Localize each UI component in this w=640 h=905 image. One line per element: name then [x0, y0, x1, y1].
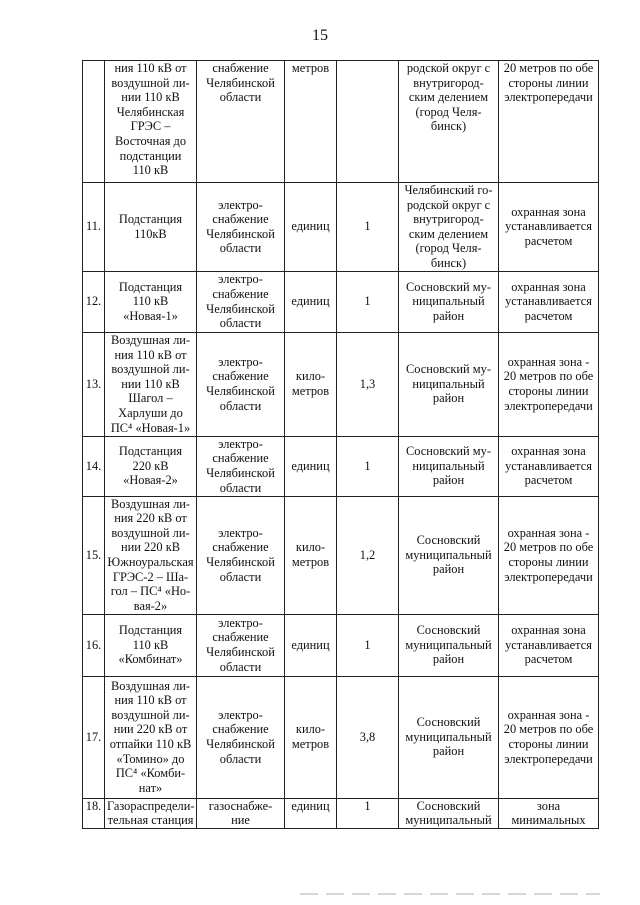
location-text: Сосновский му- ниципальный район: [399, 332, 499, 436]
zone-text: охранная зона устанавливается расчетом: [499, 183, 599, 272]
object-name: Подстанция 110 кВ «Новая-1»: [105, 271, 197, 332]
object-name: Воздушная ли- ния 110 кВ от воздушной ли- нии 220 кВ от отпайки 110 кВ «Томино» до ПС⁴ «Комби- нат»: [105, 676, 197, 798]
unit-of-measure: кило- метров: [285, 676, 337, 798]
amount-value: 1: [337, 436, 399, 496]
object-purpose: электро- снабжение Челябинской области: [197, 183, 285, 272]
object-name: Подстанция 110кВ: [105, 183, 197, 272]
object-name: ния 110 кВ от воздушной ли- нии 110 кВ Челябинская ГРЭС – Восточная до подстанции 110 кВ: [105, 61, 197, 183]
zone-text: охранная зона устанавливается расчетом: [499, 436, 599, 496]
page-number: 15: [312, 27, 328, 44]
location-text: Сосновский му- ниципальный район: [399, 271, 499, 332]
zone-text: охранная зона - 20 метров по обе стороны линии электропередачи: [499, 332, 599, 436]
amount-value: 1: [337, 798, 399, 828]
table-row: [83, 436, 599, 496]
scan-artifact: [300, 893, 600, 895]
row-number: 17.: [83, 676, 105, 798]
location-text: Сосновский муниципальный район: [399, 614, 499, 676]
object-purpose: электро- снабжение Челябинской области: [197, 496, 285, 614]
unit-of-measure: кило- метров: [285, 496, 337, 614]
location-text: Сосновский муниципальный: [399, 798, 499, 828]
unit-of-measure: единиц: [285, 271, 337, 332]
object-purpose: электро- снабжение Челябинской области: [197, 271, 285, 332]
row-number: 14.: [83, 436, 105, 496]
table-row: [83, 183, 599, 272]
object-purpose: газоснабже- ние: [197, 798, 285, 828]
table-row: [83, 271, 599, 332]
object-purpose: электро- снабжение Челябинской области: [197, 676, 285, 798]
object-purpose: снабжение Челябинской области: [197, 61, 285, 183]
row-number: 13.: [83, 332, 105, 436]
table-row: [83, 676, 599, 798]
zone-text: охранная зона - 20 метров по обе стороны линии электропередачи: [499, 676, 599, 798]
objects-table: [82, 60, 599, 829]
table-row: [83, 614, 599, 676]
zone-text: охранная зона - 20 метров по обе стороны линии электропередачи: [499, 496, 599, 614]
amount-value: 1,2: [337, 496, 399, 614]
location-text: Сосновский муниципальный район: [399, 676, 499, 798]
zone-text: охранная зона устанавливается расчетом: [499, 271, 599, 332]
zone-text: 20 метров по обе стороны линии электропередачи: [499, 61, 599, 183]
zone-text: зона минимальных: [499, 798, 599, 828]
row-number: 11.: [83, 183, 105, 272]
object-purpose: электро- снабжение Челябинской области: [197, 332, 285, 436]
location-text: Сосновский муниципальный район: [399, 496, 499, 614]
table-row: [83, 61, 599, 183]
row-number: 12.: [83, 271, 105, 332]
unit-of-measure: единиц: [285, 183, 337, 272]
unit-of-measure: единиц: [285, 614, 337, 676]
amount-value: 1,3: [337, 332, 399, 436]
location-text: Сосновский му- ниципальный район: [399, 436, 499, 496]
amount-value: 1: [337, 271, 399, 332]
amount-value: [337, 61, 399, 183]
object-name: Газораспредели- тельная станция: [105, 798, 197, 828]
row-number: 15.: [83, 496, 105, 614]
object-purpose: электро- снабжение Челябинской области: [197, 436, 285, 496]
table-row: [83, 496, 599, 614]
amount-value: 1: [337, 614, 399, 676]
amount-value: 1: [337, 183, 399, 272]
zone-text: охранная зона устанавливается расчетом: [499, 614, 599, 676]
location-text: родской округ с внутригород- ским делением (город Челя- бинск): [399, 61, 499, 183]
object-name: Подстанция 220 кВ «Новая-2»: [105, 436, 197, 496]
unit-of-measure: единиц: [285, 798, 337, 828]
object-name: Подстанция 110 кВ «Комбинат»: [105, 614, 197, 676]
location-text: Челябинский го- родской округ с внутригород- ским делением (город Челя- бинск): [399, 183, 499, 272]
row-number: 18.: [83, 798, 105, 828]
unit-of-measure: единиц: [285, 436, 337, 496]
amount-value: 3,8: [337, 676, 399, 798]
unit-of-measure: кило- метров: [285, 332, 337, 436]
row-number: 16.: [83, 614, 105, 676]
object-purpose: электро- снабжение Челябинской области: [197, 614, 285, 676]
table-row: [83, 798, 599, 828]
unit-of-measure: метров: [285, 61, 337, 183]
object-name: Воздушная ли- ния 220 кВ от воздушной ли- нии 220 кВ Южноуральская ГРЭС-2 – Ша- гол – ПС⁴ «Но- вая-2»: [105, 496, 197, 614]
object-name: Воздушная ли- ния 110 кВ от воздушной ли- нии 110 кВ Шагол – Харлуши до ПС⁴ «Новая-1»: [105, 332, 197, 436]
row-number: [83, 61, 105, 183]
table-row: [83, 332, 599, 436]
